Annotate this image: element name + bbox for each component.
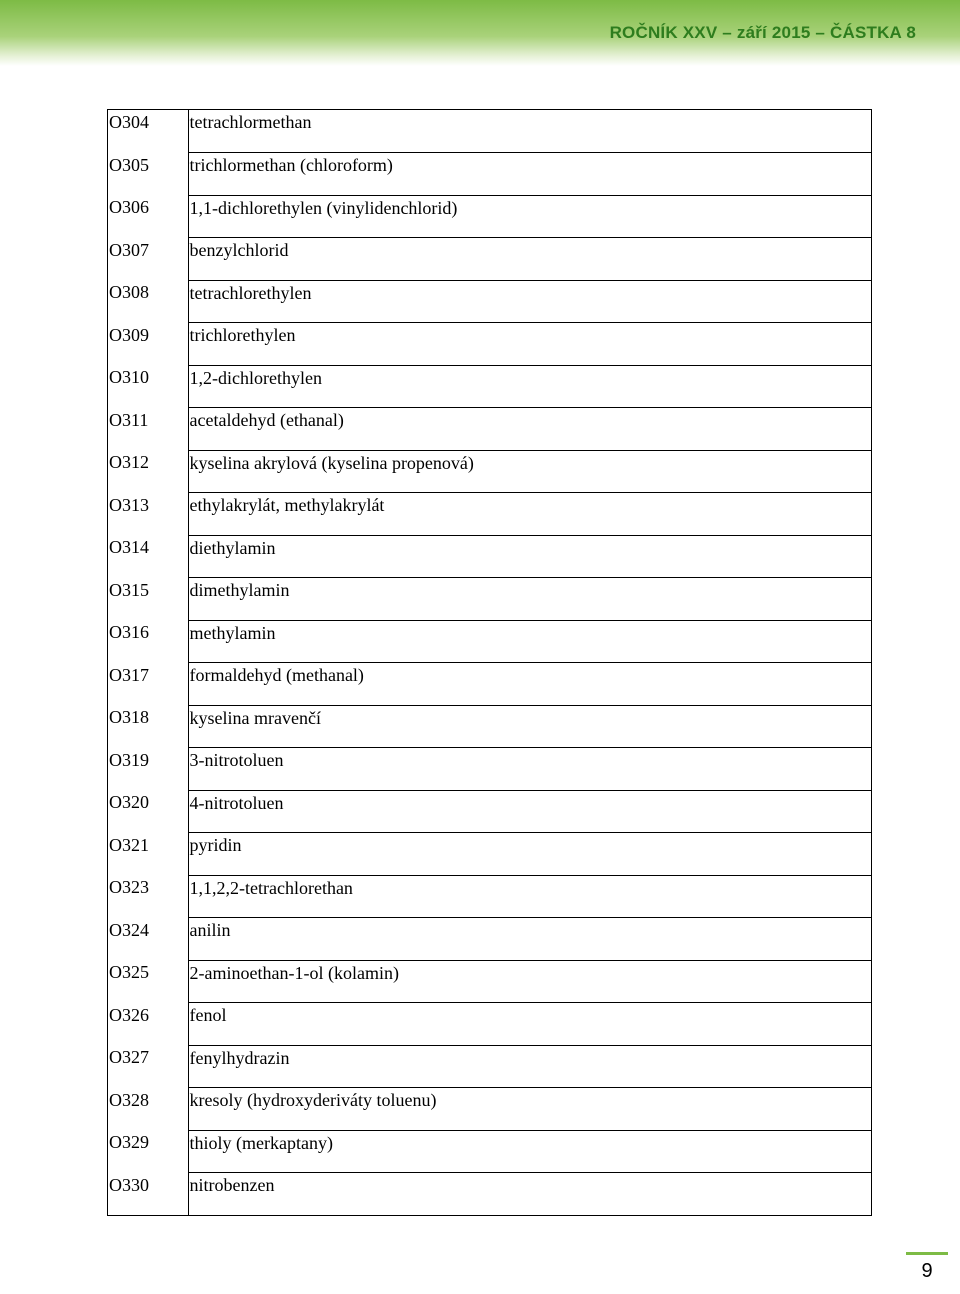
table-row [108, 620, 871, 663]
substance-name-cell: benzylchlorid [188, 238, 871, 281]
substance-code-cell: O318 [108, 705, 188, 748]
substance-code-cell: O325 [108, 960, 188, 1003]
substance-code-cell: O311 [108, 408, 188, 451]
page-number-box [906, 1252, 948, 1290]
substance-name-cell: 3-nitrotoluen [188, 748, 871, 791]
substance-name-cell: 1,1,2,2-tetrachlorethan [188, 875, 871, 918]
substance-code-cell: O330 [108, 1173, 188, 1216]
substance-code-cell: O327 [108, 1045, 188, 1088]
table-row [108, 493, 871, 536]
substance-code-cell: O321 [108, 833, 188, 876]
table-row [108, 1003, 871, 1046]
substance-name-cell: kyselina akrylová (kyselina propenová) [188, 450, 871, 493]
substance-table [107, 109, 872, 1216]
substance-code-cell: O316 [108, 620, 188, 663]
substance-code-cell: O324 [108, 918, 188, 961]
substance-code-cell: O319 [108, 748, 188, 791]
substance-name-cell: ethylakrylát, methylakrylát [188, 493, 871, 536]
substance-name-cell: fenol [188, 1003, 871, 1046]
substance-code-cell: O310 [108, 365, 188, 408]
substance-name-cell: 1,1-dichlorethylen (vinylidenchlorid) [188, 195, 871, 238]
table-row [108, 153, 871, 196]
table-row [108, 918, 871, 961]
substance-code-cell: O309 [108, 323, 188, 366]
substance-name-cell: acetaldehyd (ethanal) [188, 408, 871, 451]
substance-name-cell: 2-aminoethan-1-ol (kolamin) [188, 960, 871, 1003]
substance-code-cell: O328 [108, 1088, 188, 1131]
substance-name-cell: trichlorethylen [188, 323, 871, 366]
substance-code-cell: O313 [108, 493, 188, 536]
substance-name-cell: methylamin [188, 620, 871, 663]
page-number-accent-line [906, 1252, 948, 1255]
table-row [108, 663, 871, 706]
table-row [108, 110, 871, 153]
table-row [108, 748, 871, 791]
table-row [108, 365, 871, 408]
table-row [108, 960, 871, 1003]
substance-code-cell: O323 [108, 875, 188, 918]
table-row [108, 408, 871, 451]
substance-name-cell: dimethylamin [188, 578, 871, 621]
substance-code-cell: O329 [108, 1130, 188, 1173]
substance-name-cell: thioly (merkaptany) [188, 1130, 871, 1173]
table-row [108, 790, 871, 833]
substance-code-cell: O315 [108, 578, 188, 621]
table-row [108, 323, 871, 366]
table-row [108, 875, 871, 918]
substance-name-cell: tetrachlorethylen [188, 280, 871, 323]
table-row [108, 1130, 871, 1173]
substance-code-cell: O314 [108, 535, 188, 578]
substance-code-cell: O307 [108, 238, 188, 281]
table-row [108, 535, 871, 578]
substance-code-cell: O320 [108, 790, 188, 833]
substance-code-cell: O312 [108, 450, 188, 493]
substance-name-cell: anilin [188, 918, 871, 961]
substance-name-cell: kyselina mravenčí [188, 705, 871, 748]
substance-code-cell: O306 [108, 195, 188, 238]
substance-name-cell: pyridin [188, 833, 871, 876]
table-row [108, 450, 871, 493]
substance-name-cell: fenylhydrazin [188, 1045, 871, 1088]
substance-code-cell: O326 [108, 1003, 188, 1046]
table-row [108, 578, 871, 621]
table-row [108, 195, 871, 238]
substance-table-body [108, 110, 871, 1215]
page-number: 9 [921, 1260, 933, 1282]
table-row [108, 1045, 871, 1088]
table-row [108, 280, 871, 323]
substance-name-cell: kresoly (hydroxyderiváty toluenu) [188, 1088, 871, 1131]
substance-name-cell: formaldehyd (methanal) [188, 663, 871, 706]
substance-name-cell: tetrachlormethan [189, 112, 312, 132]
substance-name-cell: nitrobenzen [188, 1173, 871, 1216]
substance-name-cell: diethylamin [188, 535, 871, 578]
table-row [108, 705, 871, 748]
substance-name-cell: trichlormethan (chloroform) [188, 153, 871, 196]
substance-name-cell: 1,2-dichlorethylen [188, 365, 871, 408]
table-row [108, 833, 871, 876]
substance-code-cell: O305 [108, 153, 188, 196]
table-row [108, 1173, 871, 1216]
table-row [108, 1088, 871, 1131]
page-header-title: ROČNÍK XXV – září 2015 – ČÁSTKA 8 [609, 23, 916, 42]
substance-code-cell: O308 [108, 280, 188, 323]
substance-code-cell: O304 [108, 110, 188, 153]
table-row [108, 238, 871, 281]
substance-code-cell: O317 [108, 663, 188, 706]
substance-name-cell: 4-nitrotoluen [188, 790, 871, 833]
